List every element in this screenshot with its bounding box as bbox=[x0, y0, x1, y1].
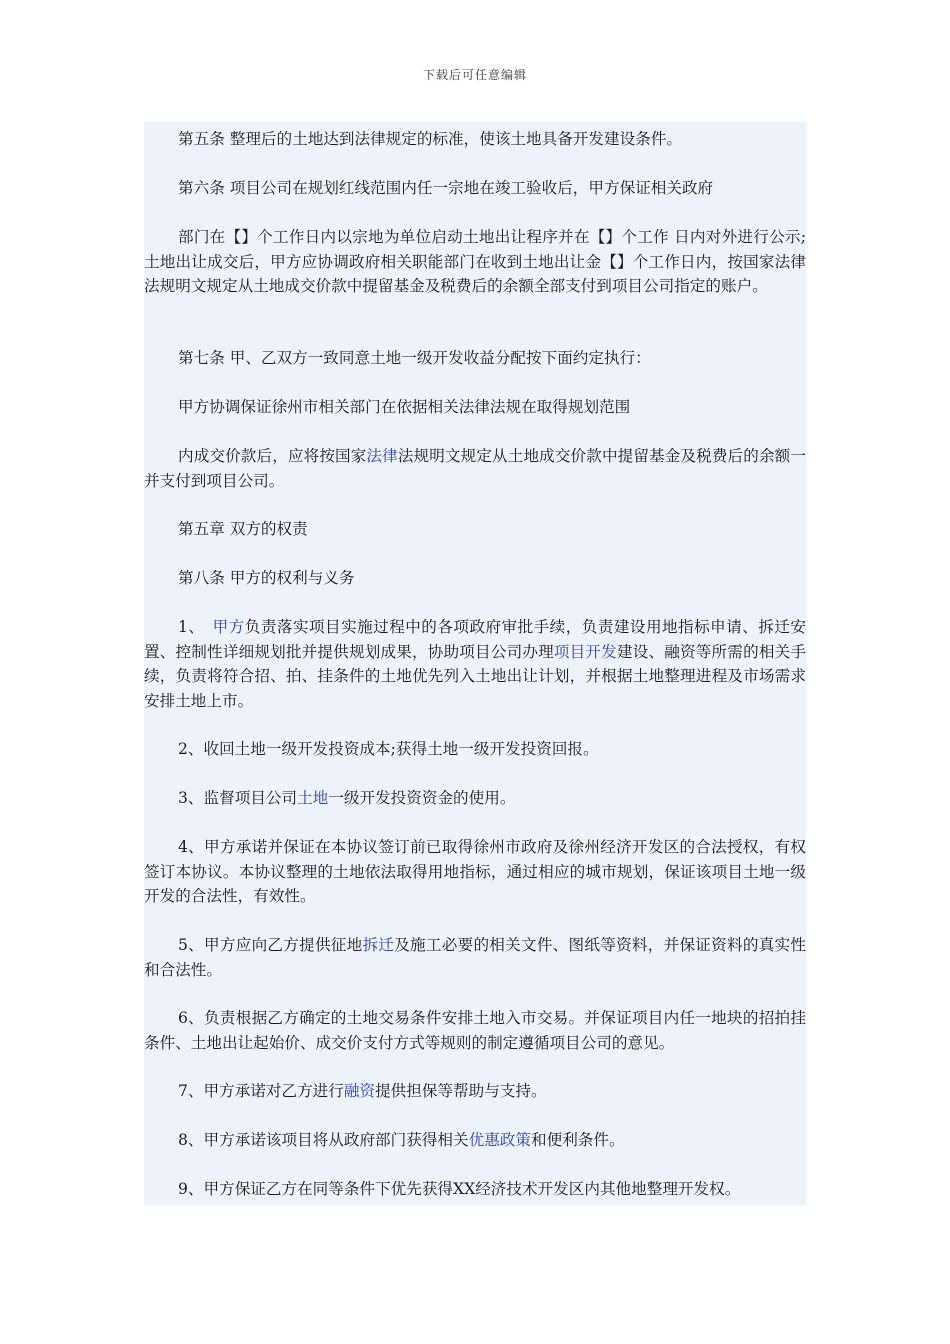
paragraph-text: 提供担保等帮助与支持。 bbox=[375, 1082, 547, 1100]
list-item-3 bbox=[144, 786, 806, 811]
paragraph-text: 法规明文规定从土地成交价款中提留基金及税费后的余额一并支付到项目公司。 bbox=[144, 447, 806, 490]
list-item-2 bbox=[144, 737, 806, 762]
hyperlink[interactable]: 法律 bbox=[366, 447, 398, 465]
paragraph-article-7 bbox=[144, 346, 806, 371]
paragraph-text: 8、甲方承诺该项目将从政府部门获得相关 bbox=[178, 1131, 469, 1149]
page-header: 下载后可任意编辑 bbox=[422, 68, 527, 82]
paragraph-text: 5、甲方应向乙方提供征地 bbox=[178, 936, 363, 954]
paragraph-article-6-continued bbox=[144, 225, 806, 299]
paragraph-text: 及施工必要的相关文件、图纸等资料，并保证资料的真实性和合法性。 bbox=[144, 936, 806, 979]
paragraph-text: 一级开发投资资金的使用。 bbox=[328, 789, 516, 807]
paragraph-article-7-clause bbox=[144, 395, 806, 420]
paragraph-text: 和便利条件。 bbox=[531, 1131, 625, 1149]
hyperlink[interactable]: 土地 bbox=[297, 789, 329, 807]
paragraph-text: 第五条 整理后的土地达到法律规定的标准，使该土地具备开发建设条件。 bbox=[178, 130, 682, 148]
paragraph-text: 9、甲方保证乙方在同等条件下优先获得XX经济技术开发区内其他地整理开发权。 bbox=[178, 1180, 741, 1198]
hyperlink[interactable]: 拆迁 bbox=[362, 936, 395, 954]
paragraph-text: 部门在【】个工作日内以宗地为单位启动土地出让程序并在【】个工作 日内对外进行公示;土地出让成交后，甲方应协调政府相关职能部门在收到土地出让金【】个工作日内，按国家法律法规明文规定从土地成交价款中提留基金及税费后的余额全部支付到项目公司指定的账户。 bbox=[144, 228, 806, 295]
list-item-7 bbox=[144, 1079, 806, 1104]
paragraph-text: 6、负责根据乙方确定的土地交易条件安排土地入市交易。并保证项目内任一地块的招拍挂条件、土地出让起始价、成交价支付方式等规则的制定遵循项目公司的意见。 bbox=[144, 1009, 806, 1052]
paragraph-text: 内成交价款后，应将按国家 bbox=[178, 447, 367, 465]
paragraph-text: 第六条 项目公司在规划红线范围内任一宗地在竣工验收后，甲方保证相关政府 bbox=[178, 179, 714, 197]
paragraph-text: 2、收回土地一级开发投资成本;获得土地一级开发投资回报。 bbox=[178, 740, 599, 758]
chapter-heading bbox=[144, 517, 806, 542]
hyperlink[interactable]: 融资 bbox=[343, 1082, 376, 1100]
list-item-4 bbox=[144, 835, 806, 909]
list-item-8 bbox=[144, 1128, 806, 1153]
paragraph-text: 第八条 甲方的权利与义务 bbox=[178, 569, 355, 587]
paragraph-text: 第七条 甲、乙双方一致同意土地一级开发收益分配按下面约定执行： bbox=[178, 349, 651, 367]
list-item-6 bbox=[144, 1006, 806, 1055]
list-item-1 bbox=[144, 615, 806, 713]
paragraph-article-7-continued bbox=[144, 444, 806, 493]
paragraph-article-6 bbox=[144, 176, 806, 201]
hyperlink[interactable]: 优惠政策 bbox=[468, 1131, 531, 1149]
paragraph-article-5 bbox=[144, 127, 806, 152]
paragraph-text: 建设、融资等所需的相关手续，负责将符合招、拍、挂条件的土地优先列入土地出让计划，并根据土地整理进程及市场需求安排土地上市。 bbox=[144, 642, 806, 710]
document-body bbox=[144, 122, 806, 1205]
hyperlink[interactable]: 项目开发 bbox=[553, 642, 617, 661]
list-item-5 bbox=[144, 933, 806, 982]
paragraph-text: 第五章 双方的权责 bbox=[178, 520, 308, 538]
paragraph-text: 负责落实项目实施过程中的各项政府审批手续，负责建设用地指标申请、拆迁安置、控制性详细规划批并提供规划成果，协助项目公司办理 bbox=[144, 618, 806, 661]
hyperlink[interactable]: 甲方 bbox=[212, 618, 245, 636]
paragraph-text: 7、甲方承诺对乙方进行 bbox=[178, 1082, 344, 1100]
paragraph-text: 3、监督项目公司 bbox=[178, 789, 298, 807]
list-item-9 bbox=[144, 1177, 806, 1202]
paragraph-text: 1、 bbox=[178, 618, 213, 636]
paragraph-article-8 bbox=[144, 566, 806, 591]
paragraph-text: 甲方协调保证徐州市相关部门在依据相关法律法规在取得规划范围 bbox=[178, 398, 631, 416]
paragraph-text: 4、甲方承诺并保证在本协议签订前已取得徐州市政府及徐州经济开发区的合法授权，有权签订本协议。本协议整理的土地依法取得用地指标，通过相应的城市规划，保证该项目土地一级开发的合法性，有效性。 bbox=[144, 838, 806, 905]
